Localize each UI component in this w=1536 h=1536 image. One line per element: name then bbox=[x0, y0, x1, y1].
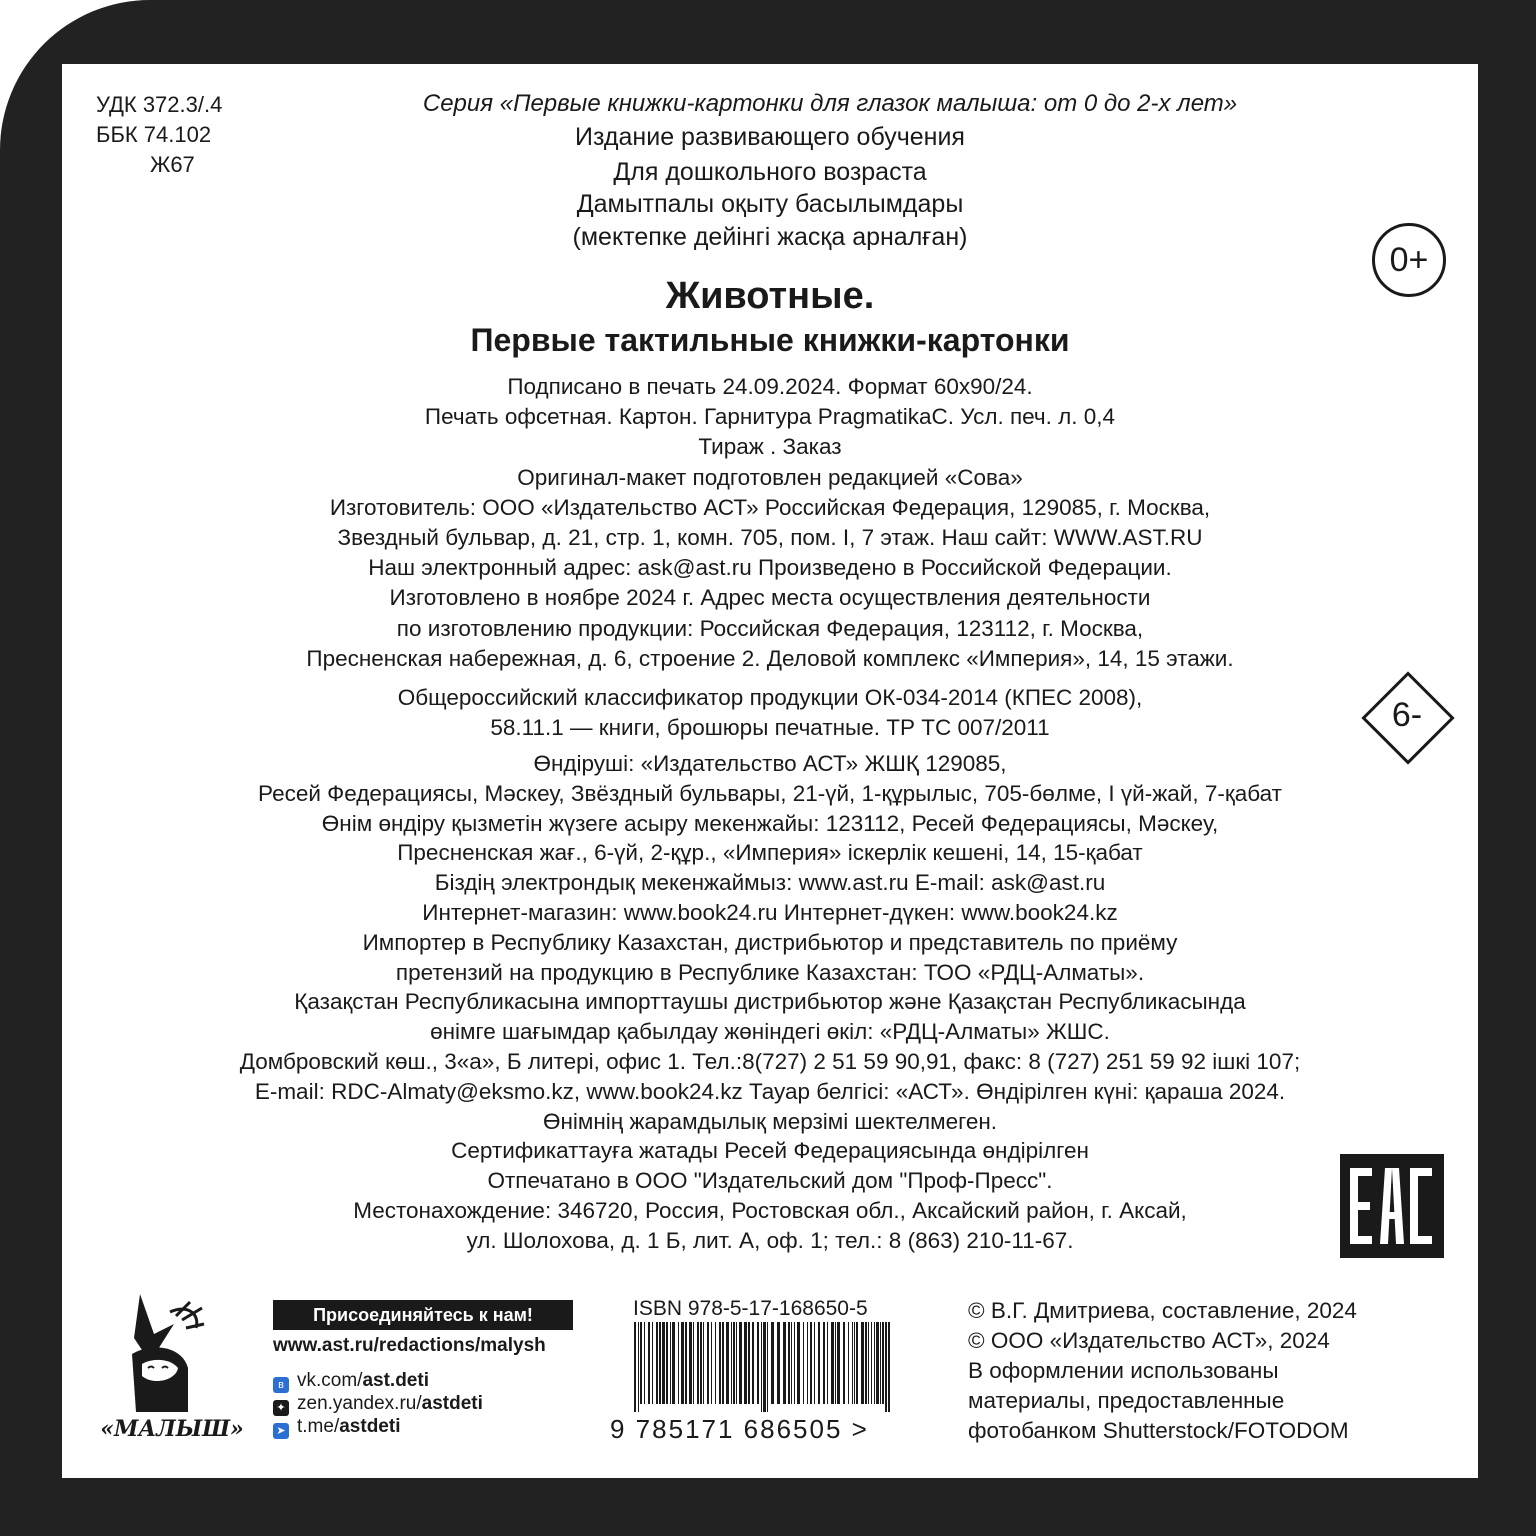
barcode-bar bbox=[767, 1322, 768, 1412]
social-prefix: zen.yandex.ru/ bbox=[297, 1393, 422, 1414]
kz-line: өнімге шағымдар қабылдау жөніндегі өкіл: «РДЦ-Алматы» ЖШС. bbox=[430, 1019, 1110, 1045]
age-rating-0-badge: 0+ bbox=[1372, 223, 1446, 297]
barcode-bar bbox=[700, 1322, 702, 1404]
kz-line: Домбровский көш., 3«а», Б литері, офис 1. Тел.:8(727) 2 51 59 90,91, факс: 8 (727) 251 59 92 ішкі 107; bbox=[239, 1049, 1301, 1074]
barcode-bar bbox=[848, 1322, 849, 1404]
bbk-code: ББК 74.102 bbox=[96, 122, 212, 147]
barcode-bar bbox=[868, 1322, 869, 1404]
barcode-bar bbox=[791, 1322, 792, 1404]
barcode-bar bbox=[662, 1322, 665, 1404]
eac-certification-mark bbox=[1340, 1154, 1444, 1258]
barcode-bar bbox=[888, 1322, 890, 1412]
barcode-bar bbox=[831, 1322, 834, 1404]
imprint-line: Подписано в печать 24.09.2024. Формат 60х90/24. bbox=[507, 374, 1033, 399]
kz-line: E-mail: RDC-Almaty@eksmo.kz, www.book24.kz Тауар белгісі: «АСТ». Өндірілген күні: қараша 2024. bbox=[254, 1078, 1286, 1104]
age-rating-6-label: 6- bbox=[1391, 696, 1423, 734]
social-prefix: vk.com/ bbox=[297, 1370, 363, 1391]
barcode-bar bbox=[693, 1322, 694, 1404]
barcode-bar bbox=[803, 1322, 804, 1404]
barcode-bar bbox=[736, 1322, 737, 1404]
kz-line: ул. Шолохова, д. 1 Б, лит. А, оф. 1; тел.: 8 (863) 210-11-67. bbox=[466, 1227, 1074, 1253]
copyright-line: © ООО «Издательство АСТ», 2024 bbox=[968, 1328, 1330, 1353]
zen-icon: ✦ bbox=[273, 1400, 289, 1416]
barcode-bar bbox=[818, 1322, 820, 1404]
barcode-bar bbox=[843, 1322, 845, 1404]
barcode-bar bbox=[783, 1322, 786, 1404]
barcode-bar bbox=[697, 1322, 699, 1404]
kz-line: Өнімнің жарамдылық мерзімі шектелмеген. bbox=[542, 1108, 998, 1134]
barcode-bar bbox=[814, 1322, 815, 1404]
barcode-bar bbox=[711, 1322, 712, 1404]
barcode-bar bbox=[757, 1322, 759, 1404]
imprint-page bbox=[62, 64, 1478, 1478]
logo-wordmark: «МАЛЫШ» bbox=[100, 1416, 244, 1442]
kz-line: Импортер в Республику Казахстан, дистрибьютор и представитель по приёму bbox=[362, 929, 1178, 955]
imprint-line: по изготовлению продукции: Российская Федерация, 123112, г. Москва, bbox=[396, 615, 1144, 641]
barcode-bar bbox=[670, 1322, 671, 1404]
barcode-bar bbox=[678, 1322, 679, 1404]
book-subtitle: Первые тактильные книжки-картонки bbox=[470, 322, 1070, 358]
barcode-bar bbox=[719, 1322, 721, 1404]
barcode-bar bbox=[707, 1322, 709, 1404]
barcode-bar bbox=[689, 1322, 692, 1404]
barcode-bar bbox=[744, 1322, 747, 1404]
social-link-zen[interactable] bbox=[273, 1393, 483, 1416]
kz-line: Отпечатано в ООО "Издательский дом "Проф-Пресс". bbox=[487, 1168, 1053, 1194]
publisher-url[interactable]: www.ast.ru/redactions/malysh bbox=[273, 1335, 546, 1356]
audience-line: Для дошкольного возраста bbox=[613, 158, 927, 186]
udk-code: УДК 372.3/.4 bbox=[96, 92, 223, 117]
social-handle: ast.deti bbox=[362, 1370, 429, 1391]
barcode-bar bbox=[761, 1322, 762, 1412]
barcode-bar bbox=[827, 1322, 828, 1404]
barcode-bar bbox=[865, 1322, 867, 1404]
kz-line: Біздің электрондық мекенжаймыз: www.ast.ru E-mail: ask@ast.ru bbox=[434, 870, 1106, 896]
barcode-bar bbox=[681, 1322, 684, 1404]
barcode-bar bbox=[656, 1322, 658, 1404]
audience-line: Дамытпалы оқыту басылымдары bbox=[576, 190, 964, 218]
telegram-icon: ➤ bbox=[273, 1423, 289, 1439]
isbn-barcode bbox=[634, 1322, 896, 1412]
barcode-bar bbox=[788, 1322, 790, 1404]
social-handle: astdeti bbox=[339, 1416, 401, 1437]
imprint-line: Наш электронный адрес: ask@ast.ru Произведено в Российской Федерации. bbox=[368, 555, 1172, 581]
barcode-bar bbox=[666, 1322, 668, 1404]
vk-icon: в bbox=[273, 1377, 289, 1393]
barcode-bar bbox=[852, 1322, 853, 1404]
barcode-bar bbox=[807, 1322, 808, 1404]
barcode-bar bbox=[652, 1322, 653, 1404]
copyright-line: © В.Г. Дмитриева, составление, 2024 bbox=[968, 1298, 1357, 1323]
barcode-bar bbox=[837, 1322, 840, 1404]
barcode-bar bbox=[882, 1322, 884, 1404]
barcode-bar bbox=[648, 1322, 650, 1404]
barcode-bar bbox=[854, 1322, 855, 1404]
kz-line: Пресненская жағ., 6-үй, 2-құр., «Империя» іскерлік кешені, 14, 15-қабат bbox=[397, 840, 1143, 866]
isbn-number: ISBN 978-5-17-168650-5 bbox=[633, 1297, 868, 1320]
barcode-bar bbox=[703, 1322, 704, 1404]
copyright-line: материалы, предоставленные bbox=[968, 1388, 1285, 1413]
kz-line: претензий на продукцию в Республике Казахстан: ТОО «РДЦ-Алматы». bbox=[395, 959, 1145, 985]
barcode-bar bbox=[876, 1322, 879, 1404]
barcode-bar bbox=[722, 1322, 724, 1404]
imprint-line: Звездный бульвар, д. 21, стр. 1, комн. 705, пом. I, 7 этаж. Наш сайт: WWW.AST.RU bbox=[337, 525, 1203, 550]
kz-line: Интернет-магазин: www.book24.ru Интернет-дүкен: www.book24.kz bbox=[422, 900, 1118, 925]
kz-line: Өнім өндіру қызметін жүзеге асыру мекенжайы: 123112, Ресей Федерациясы, Мәскеу, bbox=[321, 810, 1219, 836]
social-handle: astdeti bbox=[421, 1393, 483, 1414]
kz-line: Ресей Федерациясы, Мәскеу, Звёздный бульвары, 21-үй, 1-құрылыс, 705-бөлме, I үй-жай, 7-қабат bbox=[258, 780, 1282, 806]
barcode-bar bbox=[685, 1322, 687, 1404]
barcode-bar bbox=[739, 1322, 742, 1404]
barcode-bar bbox=[672, 1322, 675, 1404]
imprint-line: Оригинал-макет подготовлен редакцией «Сова» bbox=[517, 464, 1023, 490]
series-title: Серия «Первые книжки-картонки для глазок малыша: от 0 до 2-х лет» bbox=[422, 90, 1238, 117]
barcode-bar bbox=[659, 1322, 661, 1404]
copyright-line: В оформлении использованы bbox=[968, 1358, 1279, 1383]
copyright-line: фотобанком Shutterstock/FOTODOM bbox=[968, 1418, 1349, 1443]
malysh-logo bbox=[92, 1294, 252, 1444]
barcode-bar bbox=[880, 1322, 881, 1404]
barcode-bar bbox=[733, 1322, 735, 1404]
barcode-bar bbox=[794, 1322, 795, 1404]
barcode-bar bbox=[748, 1322, 750, 1404]
barcode-bar bbox=[726, 1322, 729, 1404]
audience-line: (мектепке дейінгі жасқа арналған) bbox=[572, 223, 968, 251]
barcode-digits: 9 785171 686505 > bbox=[610, 1414, 869, 1444]
barcode-bar bbox=[771, 1322, 774, 1404]
barcode-bar bbox=[715, 1322, 716, 1404]
author-mark: Ж67 bbox=[150, 152, 195, 177]
barcode-bar bbox=[638, 1322, 639, 1412]
barcode-bar bbox=[874, 1322, 875, 1404]
book-title: Животные. bbox=[665, 275, 875, 317]
join-us-banner: Присоединяйтесь к нам! bbox=[273, 1300, 573, 1330]
barcode-bar bbox=[731, 1322, 732, 1404]
social-prefix: t.me/ bbox=[297, 1416, 340, 1437]
social-link-telegram[interactable] bbox=[273, 1416, 400, 1439]
barcode-bar bbox=[640, 1322, 642, 1404]
barcode-bar bbox=[861, 1322, 864, 1404]
social-link-vk[interactable] bbox=[273, 1370, 429, 1393]
barcode-bar bbox=[810, 1322, 812, 1404]
classifier-line: 58.11.1 — книги, брошюры печатные. ТР ТС 007/2011 bbox=[490, 715, 1050, 740]
barcode-bar bbox=[634, 1322, 636, 1412]
barcode-bar bbox=[763, 1322, 766, 1412]
kz-line: Өндіруші: «Издательство АСТ» ЖШҚ 129085, bbox=[533, 751, 1007, 776]
imprint-line: Изготовлено в ноябре 2024 г. Адрес места осуществления деятельности bbox=[389, 585, 1151, 611]
barcode-bar bbox=[644, 1322, 645, 1404]
barcode-bar bbox=[871, 1322, 872, 1404]
barcode-bar bbox=[797, 1322, 800, 1404]
imprint-line: Печать офсетная. Картон. Гарнитура PragmatikaC. Усл. печ. л. 0,4 bbox=[424, 404, 1116, 430]
imprint-line: Изготовитель: ООО «Издательство АСТ» Российская Федерация, 129085, г. Москва, bbox=[329, 494, 1211, 520]
edition-type: Издание развивающего обучения bbox=[575, 123, 965, 151]
barcode-bar bbox=[835, 1322, 836, 1404]
barcode-bar bbox=[777, 1322, 780, 1404]
kz-line: Местонахождение: 346720, Россия, Ростовская обл., Аксайский район, г. Аксай, bbox=[353, 1198, 1187, 1223]
barcode-bar bbox=[823, 1322, 825, 1404]
imprint-line: Тираж . Заказ bbox=[698, 434, 842, 460]
classifier-line: Общероссийский классификатор продукции ОК-034-2014 (КПЕС 2008), bbox=[397, 685, 1143, 710]
kz-line: Сертификаттауға жатады Ресей Федерациясында өндірілген bbox=[451, 1138, 1089, 1164]
barcode-bar bbox=[856, 1322, 858, 1404]
kz-line: Қазақстан Республикасына импорттаушы дистрибьютор және Қазақстан Республикасында bbox=[294, 989, 1246, 1015]
imprint-line: Пресненская набережная, д. 6, строение 2. Деловой комплекс «Империя», 14, 15 этажи. bbox=[306, 645, 1234, 671]
barcode-bar bbox=[752, 1322, 754, 1404]
barcode-bar bbox=[885, 1322, 887, 1412]
